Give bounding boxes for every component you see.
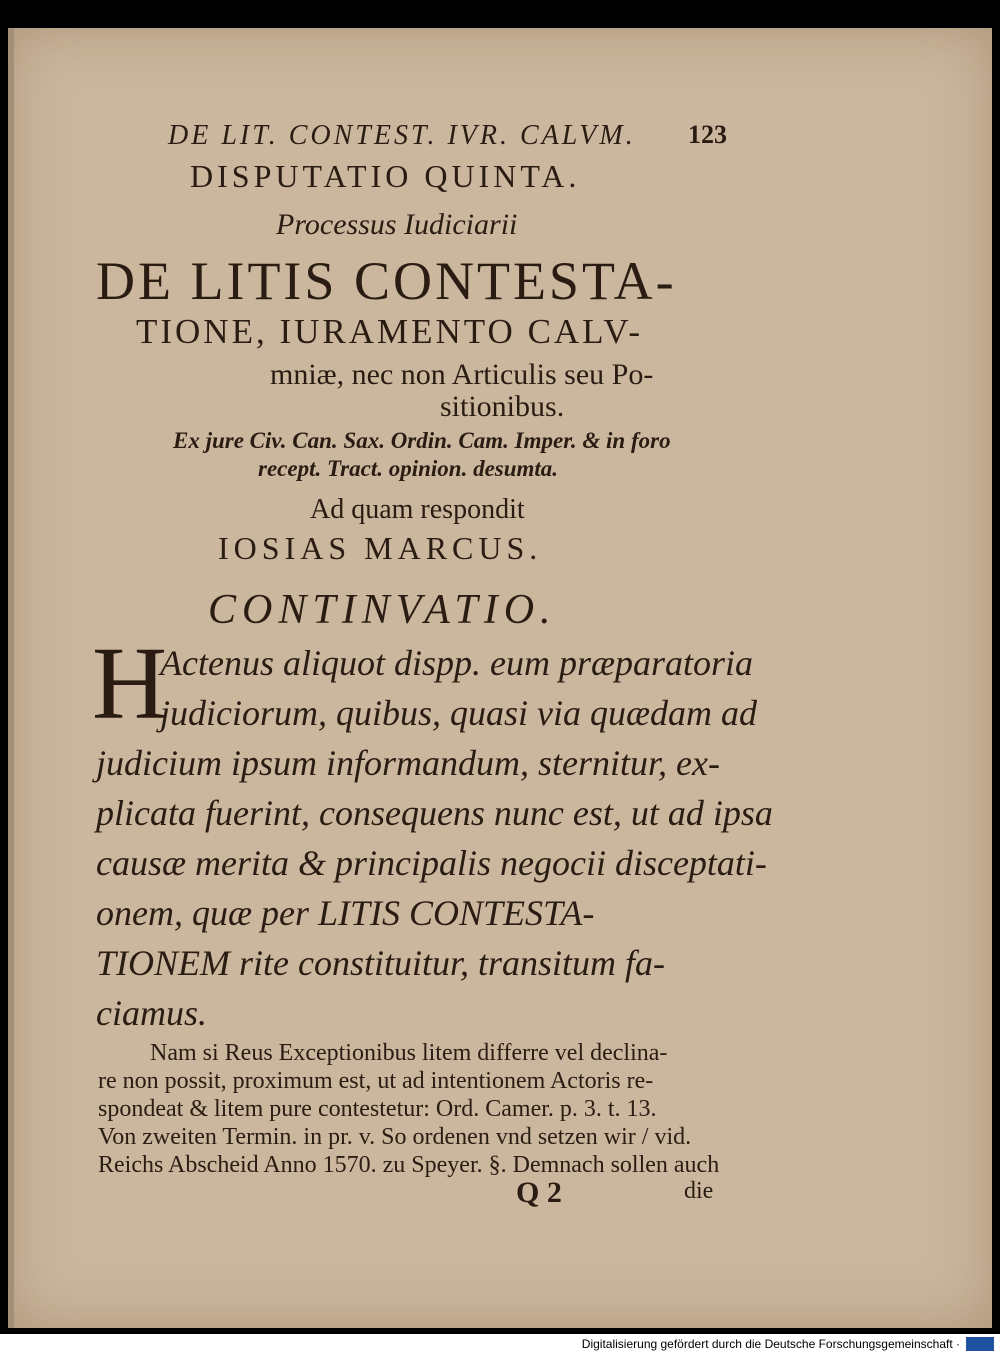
respondent-name: IOSIAS MARCUS. [218, 530, 543, 566]
book-page [8, 28, 992, 1328]
dfg-logo [966, 1337, 994, 1351]
body-line: Von zweiten Termin. in pr. v. So ordenen vnd setzen wir / vid. [98, 1124, 692, 1150]
source-line: recept. Tract. opinion. desumta. [258, 456, 559, 481]
paragraph-line: judicium ipsum informandum, sternitur, ex- [96, 743, 720, 783]
body-line: Reichs Abscheid Anno 1570. zu Speyer. §. Demnach sollen auch [98, 1152, 720, 1178]
paragraph-line: onem, quæ per LITIS CONTESTA- [96, 893, 595, 933]
title-line: sitionibus. [440, 390, 565, 423]
funding-note: Digitalisierung gefördert durch die Deutsche Forschungsgemeinschaft · [581, 1337, 960, 1351]
signature-mark: Q 2 [516, 1176, 562, 1209]
respondent-intro: Ad quam respondit [310, 494, 525, 525]
source-line: Ex jure Civ. Can. Sax. Ordin. Cam. Imper. & in foro [173, 428, 671, 453]
title-line: DE LITIS CONTESTA- [96, 251, 677, 311]
running-head: DE LIT. CONTEST. IVR. CALVM. [168, 120, 636, 151]
title-line: DISPUTATIO QUINTA. [190, 158, 581, 194]
title-line: TIONE, IURAMENTO CALV- [136, 312, 644, 351]
section-heading: CONTINVATIO. [208, 587, 557, 633]
paragraph-line: Actenus aliquot dispp. eum præparatoria [160, 643, 753, 683]
drop-cap: H [92, 626, 168, 741]
paragraph-line: plicata fuerint, consequens nunc est, ut ad ipsa [96, 793, 773, 833]
catchword: die [684, 1178, 714, 1204]
paragraph-line: causæ merita & principalis negocii disceptati- [96, 843, 767, 883]
page-edge [8, 28, 14, 1328]
body-line: Nam si Reus Exceptionibus litem differre vel declina- [150, 1040, 668, 1066]
paragraph-line: judiciorum, quibus, quasi via quædam ad [160, 693, 758, 733]
body-line: spondeat & litem pure contestetur: Ord. Camer. p. 3. t. 13. [98, 1096, 657, 1122]
paragraph-line: TIONEM rite constituitur, transitum fa- [96, 943, 666, 983]
body-line: re non possit, proximum est, ut ad intentionem Actoris re- [98, 1068, 654, 1094]
title-line: mniæ, nec non Articulis seu Po- [270, 358, 654, 391]
page-number: 123 [688, 120, 727, 149]
paragraph-line: ciamus. [96, 993, 207, 1033]
footer-bar [0, 1334, 1000, 1354]
title-line: Processus Iudiciarii [276, 208, 518, 241]
